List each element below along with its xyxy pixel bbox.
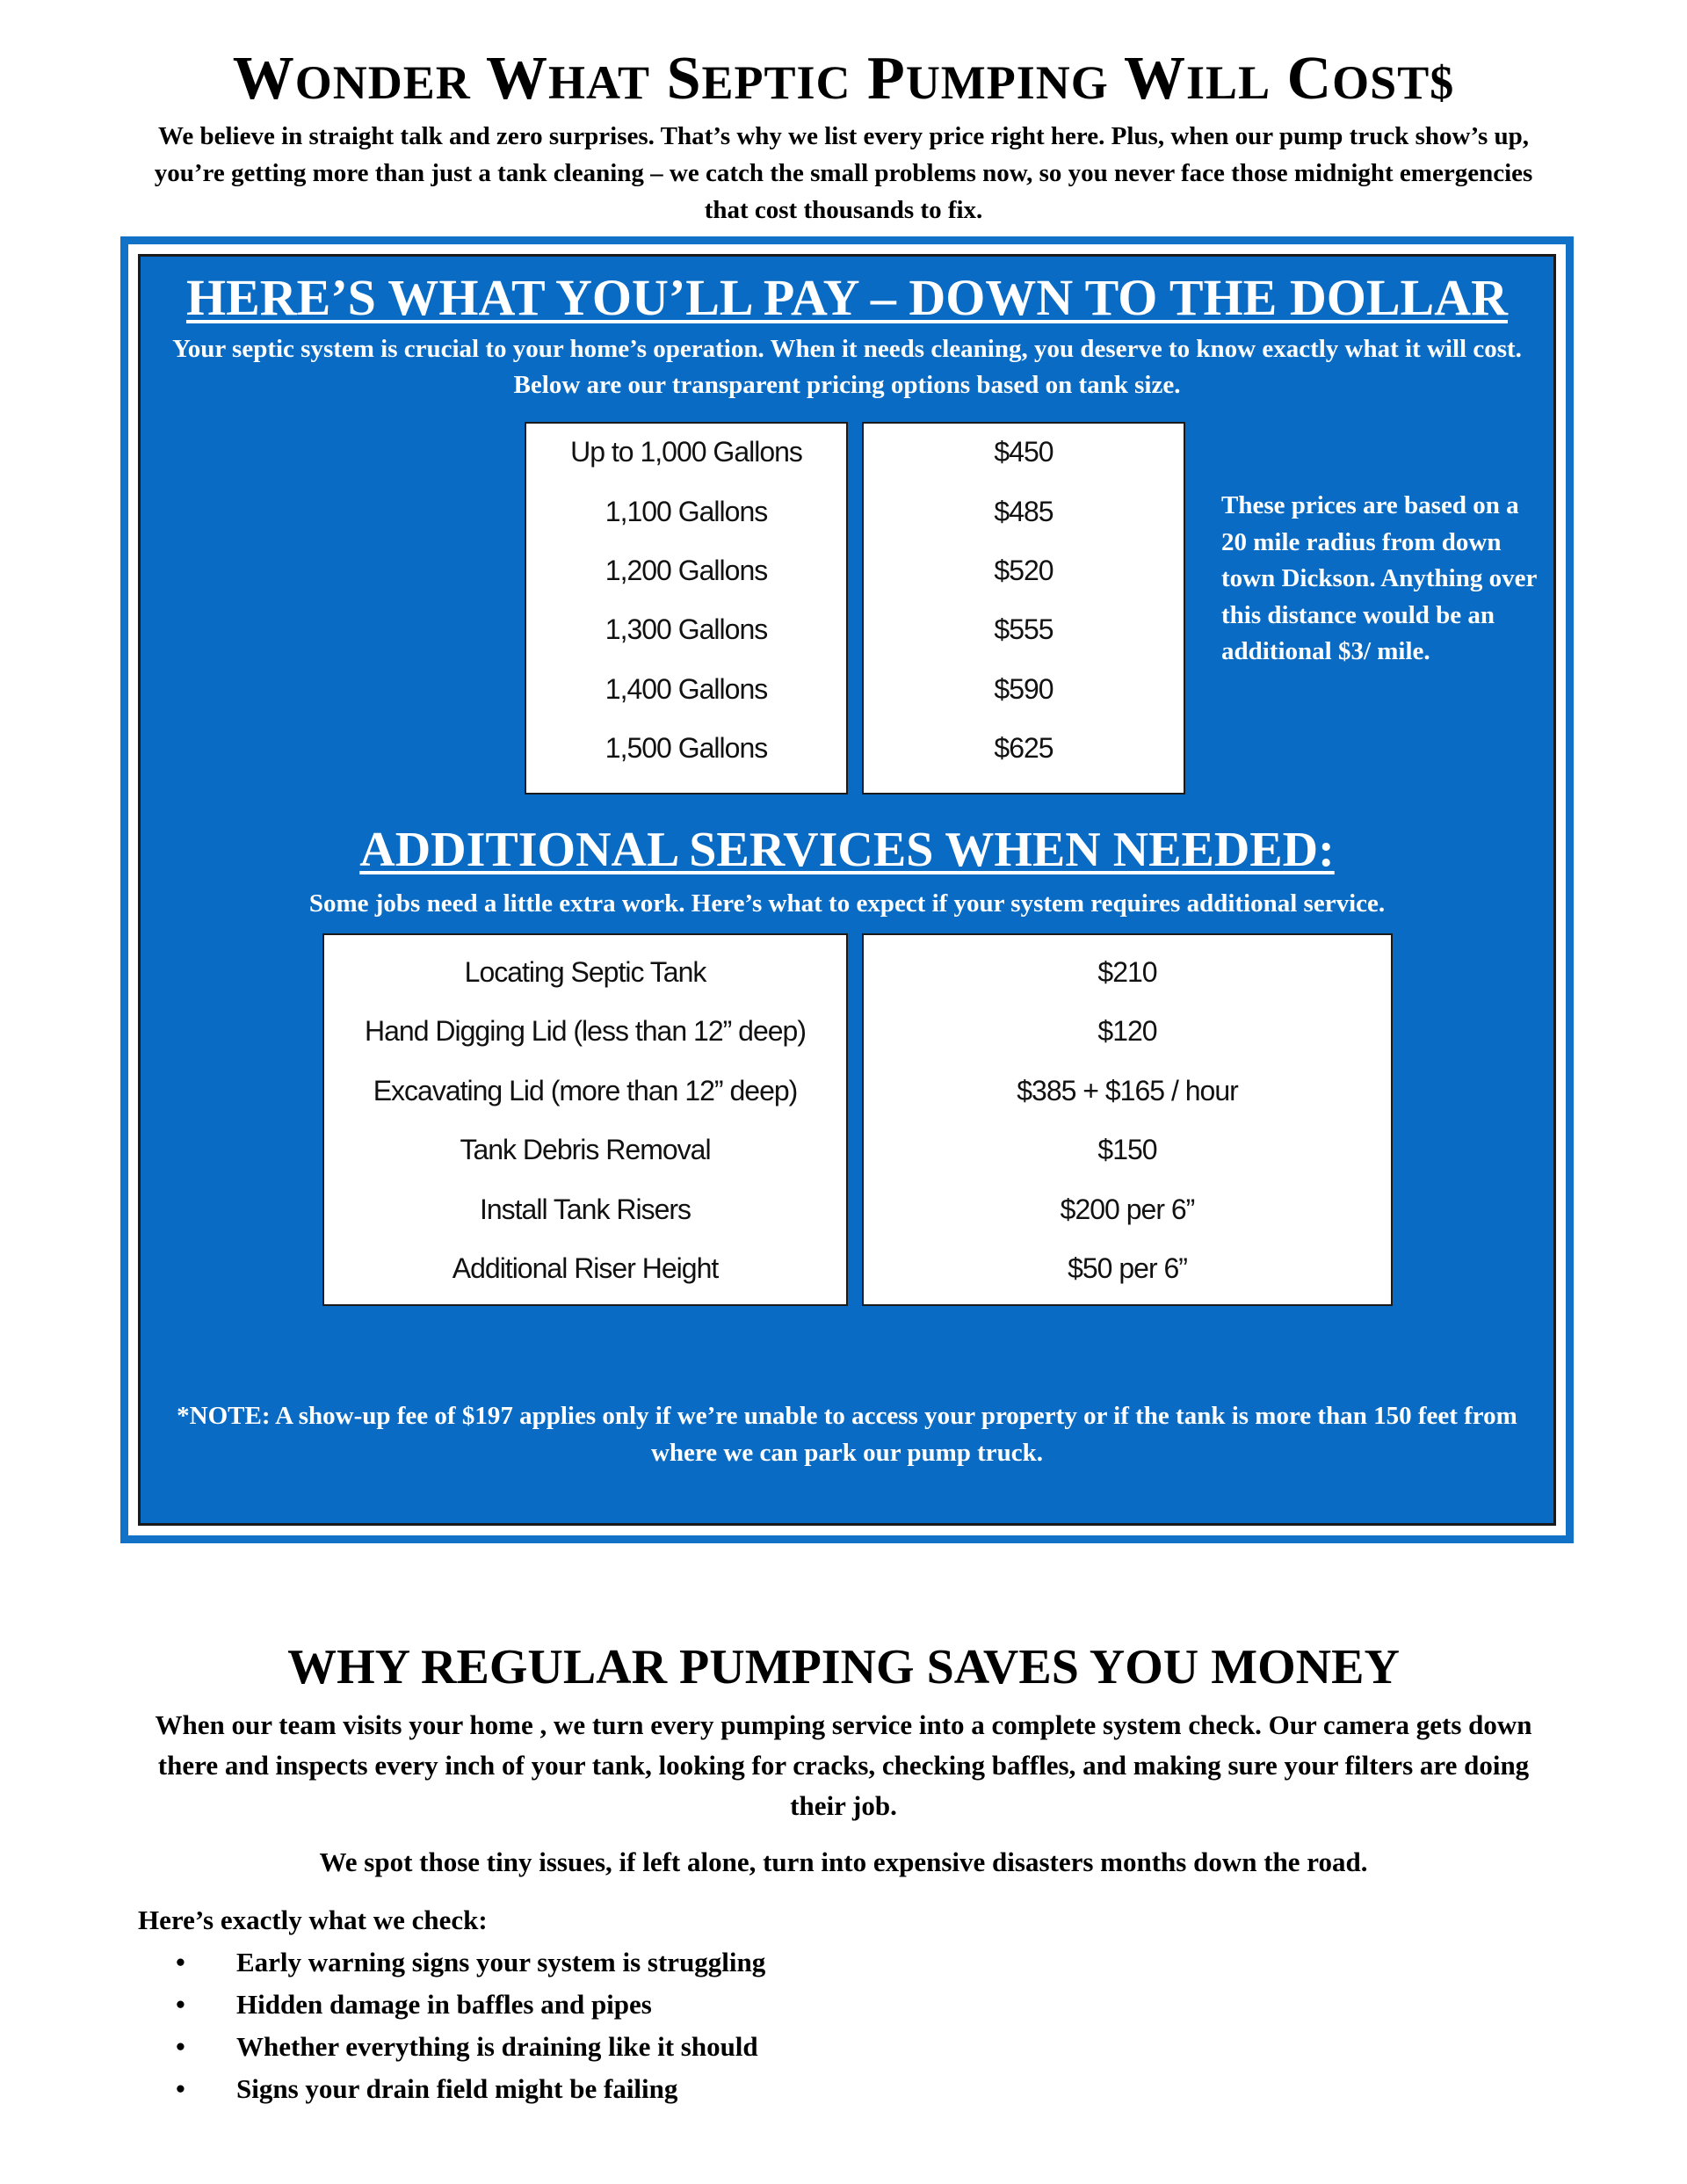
service-name-row: Install Tank Risers (479, 1194, 691, 1225)
tank-price-box (862, 422, 1185, 795)
bullet-icon: • (176, 2031, 185, 2062)
title-word-6: COST$ (1286, 45, 1455, 112)
why-heading: WHY REGULAR PUMPING SAVES YOU MONEY (287, 1640, 1400, 1694)
radius-note: These prices are based on a 20 mile radius from down town Dickson. Anything over this distance would be an additional $3/ mile. (1221, 491, 1537, 665)
tank-size-row: Up to 1,000 Gallons (570, 436, 802, 468)
bullet-icon: • (176, 1989, 185, 2020)
tank-size-row: 1,200 Gallons (605, 555, 768, 586)
pricing-heading: HERE’S WHAT YOU’LL PAY – DOWN TO THE DOLLAR (185, 269, 1509, 326)
title-word-1: WONDER (232, 45, 471, 112)
tank-size-row: 1,300 Gallons (605, 613, 768, 645)
checklist-item: • Signs your drain field might be failing (176, 2070, 677, 2108)
tank-price-row: $590 (994, 673, 1053, 705)
service-name-row: Tank Debris Removal (460, 1134, 711, 1165)
checklist-label: Here’s exactly what we check: (138, 1905, 488, 1935)
tank-size-row: 1,500 Gallons (605, 732, 768, 764)
checklist-item: • Whether everything is draining like it should (176, 2028, 758, 2066)
service-price-row: $150 (1097, 1134, 1157, 1165)
service-name-box (322, 933, 848, 1306)
service-name-row: Locating Septic Tank (464, 956, 706, 988)
service-price-row: $200 per 6” (1060, 1194, 1195, 1225)
tank-price-row: $625 (994, 732, 1053, 764)
tank-price-row: $485 (994, 496, 1053, 527)
service-price-box (862, 933, 1393, 1306)
service-price-row: $210 (1097, 956, 1157, 988)
additional-services-subtext: Some jobs need a little extra work. Here’s what to expect if your system requires additional service. (308, 889, 1386, 918)
tank-size-box (525, 422, 848, 795)
additional-services-heading: ADDITIONAL SERVICES WHEN NEEDED: (359, 823, 1335, 877)
checklist-item: • Hidden damage in baffles and pipes (176, 1985, 652, 2024)
tank-price-row: $555 (994, 613, 1053, 645)
pricing-subtext: Your septic system is crucial to your home’s operation. When it needs cleaning, you deserve to know exactly what it will cost. Below are our transparent pricing options based on tank size. (172, 335, 1522, 399)
service-name-row: Additional Riser Height (452, 1252, 719, 1284)
title-word-4: PUMPING (867, 45, 1109, 112)
intro-paragraph: We believe in straight talk and zero surprises. That’s why we list every price right here. Plus, when our pump truck show’s up, you’re getting more than just a tank cleaning – we catch the small problems now, so you never face those midnight emergencies that cost thousands to fix. (154, 122, 1533, 224)
tank-price-row: $520 (994, 555, 1053, 586)
tank-size-row: 1,100 Gallons (605, 496, 768, 527)
tank-price-row: $450 (994, 436, 1053, 468)
title-word-2: WHAT (486, 45, 651, 112)
why-paragraph-2: We spot those tiny issues, if left alone, turn into expensive disasters months down the road. (319, 1847, 1368, 1877)
title-word-5: WILL (1124, 45, 1271, 112)
bullet-icon: • (176, 1947, 185, 1977)
service-price-row: $120 (1097, 1015, 1157, 1047)
service-name-row: Excavating Lid (more than 12” deep) (373, 1075, 798, 1107)
checklist-item: • Early warning signs your system is struggling (176, 1943, 765, 1982)
page-title (0, 44, 1687, 114)
bullet-icon: • (176, 2073, 185, 2104)
tank-size-row: 1,400 Gallons (605, 673, 768, 705)
service-price-row: $385 + $165 / hour (1017, 1075, 1238, 1107)
show-up-fee-note: *NOTE: A show-up fee of $197 applies only if we’re unable to access your property or if the tank is more than 150 feet from where we can park our pump truck. (177, 1402, 1517, 1467)
service-name-row: Hand Digging Lid (less than 12” deep) (365, 1015, 806, 1047)
why-paragraph: When our team visits your home , we turn every pumping service into a complete system check. Our camera gets down there and inspects every inch of your tank, looking for cracks, checking baffles, and making sure your filters are doing their job. (155, 1709, 1532, 1821)
title-word-3: SEPTIC (666, 45, 851, 112)
service-price-row: $50 per 6” (1068, 1252, 1187, 1284)
